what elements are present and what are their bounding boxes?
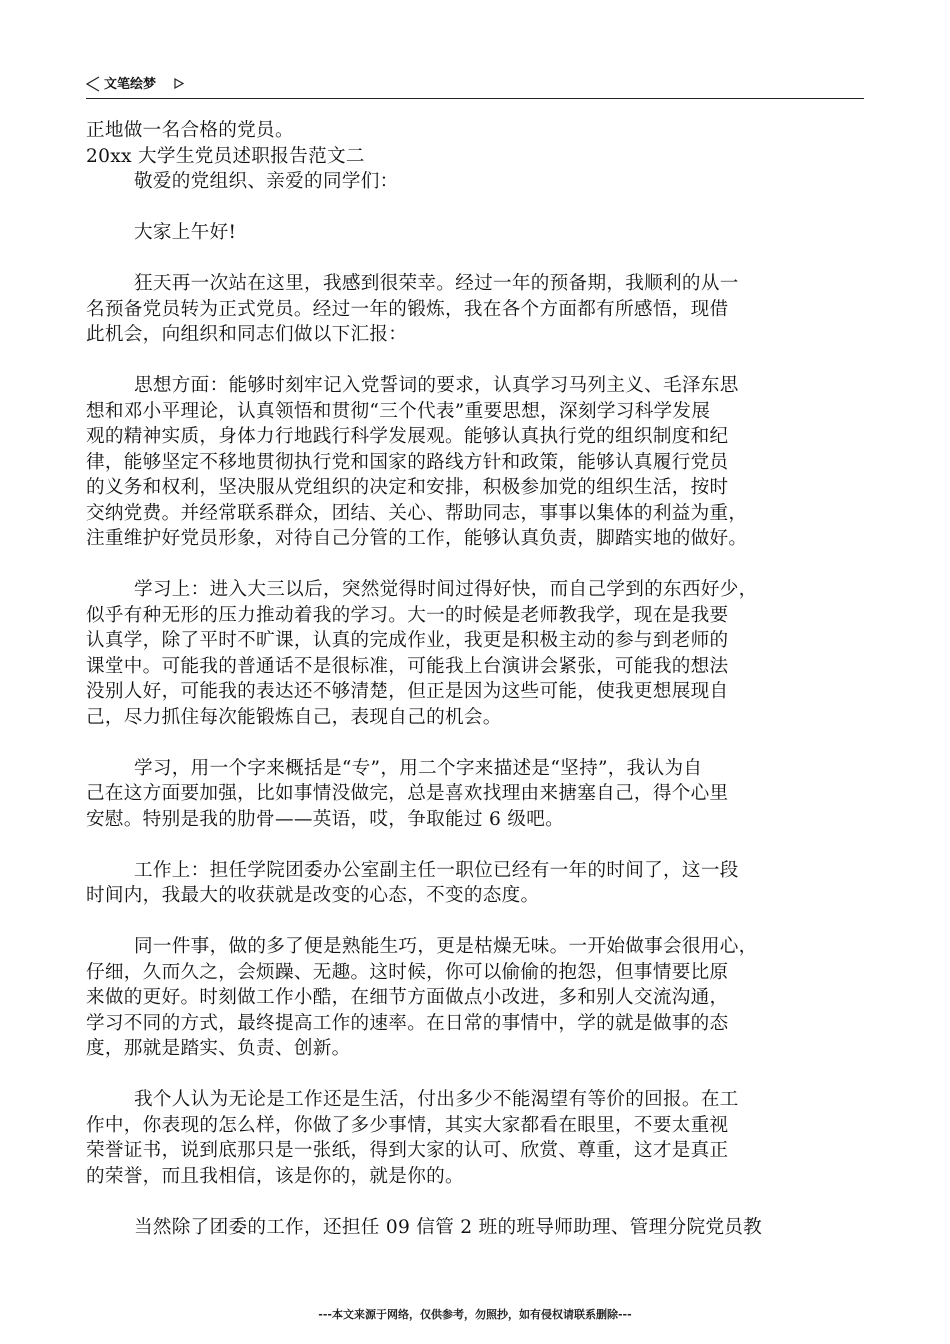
text-line: 工作上：担任学院团委办公室副主任一职位已经有一年的时间了，这一段 [134, 859, 739, 881]
text-line: 20xx 大学生党员述职报告范文二 [86, 145, 365, 167]
text-line: 度，那就是踏实、负责、创新。 [86, 1038, 351, 1059]
text-line: 敬爱的党组织、亲爱的同学们： [134, 171, 399, 192]
paragraph [86, 577, 876, 730]
paragraph-spacer [86, 730, 876, 756]
left-triangle-icon [86, 76, 100, 92]
paragraph [86, 144, 876, 170]
text-line: 我个人认为无论是工作还是生活，付出多少不能渴望有等价的回报。在工 [134, 1089, 739, 1110]
text-line: 狂天再一次站在这里，我感到很荣幸。经过一年的预备期，我顺利的从一 [134, 273, 739, 294]
text-line: 同一件事，做的多了便是熟能生巧，更是枯燥无味。一开始做事会很用心， [134, 936, 758, 957]
text-line: 学习不同的方式，最终提高工作的速率。在日常的事情中，学的就是做事的态 [86, 1012, 729, 1034]
text-line: 己，尽力抓住每次能锻炼自己，表现自己的机会。 [86, 706, 502, 728]
text-line: 律，能够坚定不移地贯彻执行党和国家的路线方针和政策，能够认真履行党员 [86, 451, 729, 473]
paragraph [86, 169, 876, 195]
text-line: 大家上午好! [134, 222, 237, 243]
paragraph [86, 373, 876, 552]
paragraph [86, 756, 876, 833]
text-line: 荣誉证书，说到底那只是一张纸，得到大家的认可、欣赏、尊重，这才是真正 [86, 1140, 729, 1161]
paragraph [86, 934, 876, 1062]
text-line: 学习，用一个字来概括是“专”，用二个字来描述是“坚持”，我认为自 [134, 757, 703, 779]
text-line: 的义务和权利，坚决服从党组织的决定和安排，积极参加党的组织生活，按时 [86, 477, 729, 498]
text-line: 的荣誉，而且我相信，该是你的，就是你的。 [86, 1165, 464, 1187]
paragraph-spacer [86, 1189, 876, 1215]
text-line: 安慰。特别是我的肋骨——英语，哎，争取能过 6 级吧。 [86, 808, 565, 830]
text-line: 当然除了团委的工作，还担任 09 信管 2 班的班导师助理、管理分院党员教 [134, 1216, 763, 1238]
paragraph [86, 118, 876, 144]
paragraph-spacer [86, 348, 876, 374]
paragraph [86, 220, 876, 246]
text-line: 似乎有种无形的压力推动着我的学习。大一的时候是老师教我学，现在是我要 [86, 604, 729, 626]
text-line: 仔细，久而久之，会烦躁、无趣。这时候，你可以偷偷的抱怨，但事情要比原 [86, 961, 729, 983]
text-line: 名预备党员转为正式党员。经过一年的锻炼，我在各个方面都有所感悟，现借 [86, 298, 729, 320]
text-line: 作中，你表现的怎么样，你做了多少事情，其实大家都看在眼里，不要太重视 [86, 1114, 729, 1136]
header-title: 文笔绘梦 [104, 77, 157, 92]
paragraph [86, 858, 876, 909]
text-line: 正地做一名合格的党员。 [86, 120, 294, 141]
paragraph [86, 1087, 876, 1189]
text-line: 想和邓小平理论，认真领悟和贯彻“三个代表”重要思想，深刻学习科学发展 [86, 400, 711, 422]
text-line: 己在这方面要加强，比如事情没做完，总是喜欢找理由来搪塞自己，得个心里 [86, 783, 729, 804]
page-header [86, 74, 864, 99]
text-line: 思想方面：能够时刻牢记入党誓词的要求，认真学习马列主义、毛泽东思 [134, 375, 739, 396]
paragraph-spacer [86, 1062, 876, 1088]
paragraph-spacer [86, 909, 876, 935]
right-triangle-icon [174, 78, 184, 89]
text-line: 时间内，我最大的收获就是改变的心态，不变的态度。 [86, 885, 540, 906]
text-line: 交纳党费。并经常联系群众，团结、关心、帮助同志，事事以集体的利益为重， [86, 502, 748, 524]
text-line: 观的精神实质，身体力行地践行科学发展观。能够认真执行党的组织制度和纪 [86, 426, 729, 447]
text-line: 没别人好，可能我的表达还不够清楚，但正是因为这些可能，使我更想展现自 [86, 681, 729, 702]
text-line: 认真学，除了平时不旷课，认真的完成作业，我更是积极主动的参与到老师的 [86, 630, 729, 651]
paragraph [86, 1215, 876, 1241]
paragraph-spacer [86, 552, 876, 578]
paragraph-spacer [86, 246, 876, 272]
text-line: 来做的更好。时刻做工作小酷，在细节方面做点小改进，多和别人交流沟通， [86, 987, 729, 1008]
text-line: 课堂中。可能我的普通话不是很标准，可能我上台演讲会紧张，可能我的想法 [86, 655, 729, 677]
document-body [86, 118, 876, 1240]
paragraph [86, 271, 876, 348]
text-line: 此机会，向组织和同志们做以下汇报： [86, 324, 408, 345]
paragraph-spacer [86, 832, 876, 858]
footer-disclaimer: ---本文来源于网络，仅供参考，勿照抄，如有侵权请联系删除--- [318, 1308, 632, 1321]
text-line: 注重维护好党员形象，对待自己分管的工作，能够认真负责，脚踏实地的做好。 [86, 528, 748, 549]
paragraph-spacer [86, 195, 876, 221]
text-line: 学习上：进入大三以后，突然觉得时间过得好快，而自己学到的东西好少， [134, 579, 758, 600]
